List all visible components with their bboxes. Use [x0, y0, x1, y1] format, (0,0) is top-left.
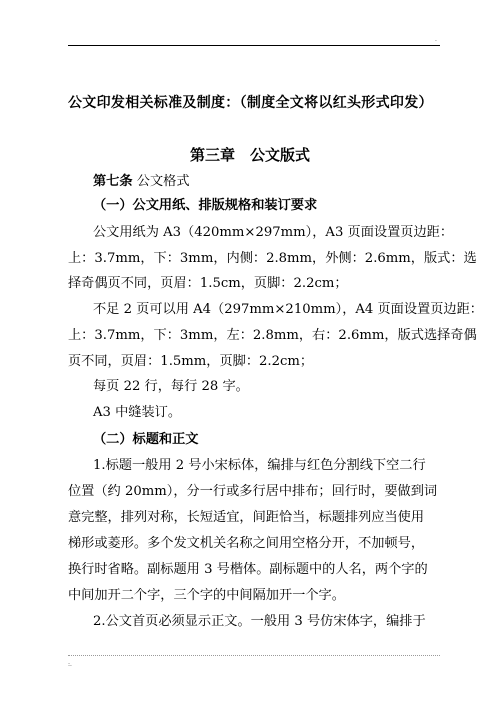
paragraph-line: 换行时省略。副标题用 3 号楷体。副标题中的人名，两个字的: [68, 562, 428, 577]
section-1-heading: （一）公文用纸、排版规格和装订要求: [93, 198, 318, 213]
paragraph-line: 中间加开二个字，三个字的中间隔加开一个字。: [68, 588, 345, 603]
footer-rule: [68, 655, 440, 656]
article-name: 公文格式: [136, 174, 190, 189]
paragraph-line: 择奇偶页不同，页眉：1.5cm，页脚：2.2cm；: [68, 276, 348, 291]
paragraph-line: 1.标题一般用 2 号小宋标体，编排与红色分割线下空二行: [93, 458, 426, 473]
paragraph-line: 页不同，页眉：1.5mm，页脚：2.2cm；: [68, 354, 314, 369]
paragraph-line: 梯形或菱形。多个发文机关名称之间用空格分开，不加顿号，: [68, 536, 425, 551]
chapter-heading: 第三章 公文版式: [189, 146, 310, 164]
article-heading: [93, 173, 190, 191]
header-rule: [68, 45, 440, 46]
paragraph-line: A3 中缝装订。: [93, 405, 182, 420]
footer-mark: :.: [68, 661, 72, 668]
article-label: 第七条: [93, 174, 133, 189]
paragraph-line: 公文用纸为 A3（420mm×297mm），A3 页面设置页边距：: [93, 225, 454, 240]
header-mark: .: [435, 36, 437, 43]
document-title: 公文印发相关标准及制度：（制度全文将以红头形式印发）: [68, 95, 433, 111]
paragraph-line: 上：3.7mm，下：3mm，左：2.8mm，右：2.6mm，版式选择奇偶: [68, 328, 477, 343]
paragraph-line: 上：3.7mm，下：3mm，内侧：2.8mm，外侧：2.6mm，版式：选: [68, 251, 477, 266]
section-2-heading: （二）标题和正文: [93, 432, 199, 447]
paragraph-line: 不足 2 页可以用 A4（297mm×210mm），A4 页面设置页边距：: [93, 302, 483, 317]
paragraph-line: 意完整，排列对称，长短适宜，间距恰当，标题排列应当使用: [68, 510, 425, 525]
paragraph-line: 2.公文首页必须显示正文。一般用 3 号仿宋体字，编排于: [93, 614, 426, 629]
paragraph-line: 位置（约 20mm），分一行或多行居中排布；回行时，要做到词: [68, 484, 438, 499]
paragraph-line: 每页 22 行，每行 28 字。: [93, 379, 249, 394]
